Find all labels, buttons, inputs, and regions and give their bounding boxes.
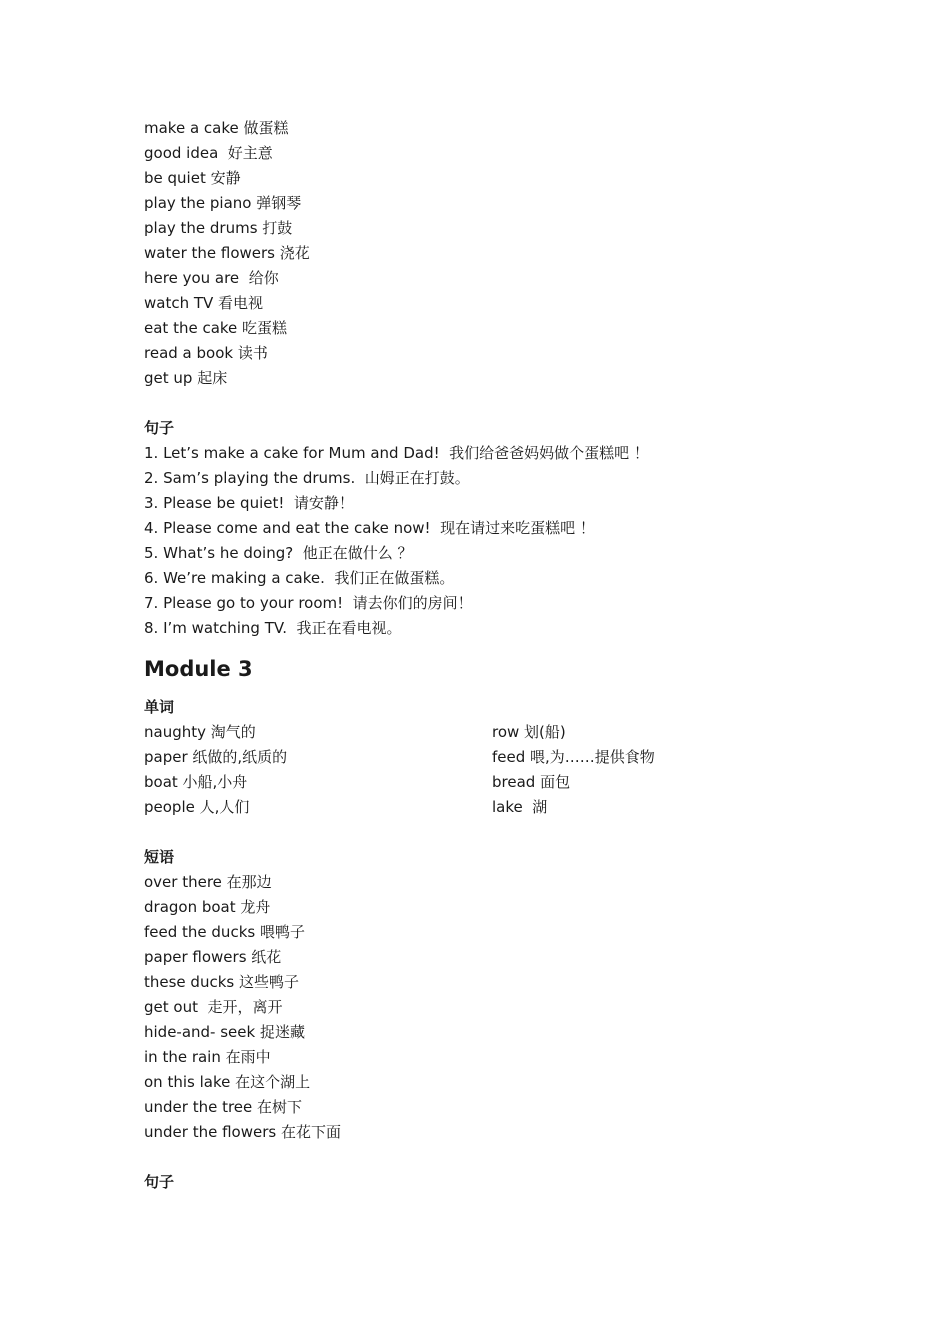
- sentence-item: 4. Please come and eat the cake now! 现在请过来吃蛋糕吧 ！: [144, 519, 595, 537]
- phrase-item: under the flowers 在花下面: [144, 1123, 341, 1141]
- sentences-heading: 句子: [144, 419, 175, 437]
- phrase-item: here you are 给你: [144, 269, 279, 287]
- phrase-item: get up 起床: [144, 369, 228, 387]
- spacer: [144, 1145, 844, 1170]
- word-item: naughty 淘气的: [144, 723, 256, 741]
- phrase-list-top: [144, 116, 844, 391]
- phrase-item: hide-and- seek 捉迷藏: [144, 1023, 305, 1041]
- document-page: [144, 116, 844, 1195]
- word-item: bread 面包: [492, 773, 571, 791]
- module-title: Module 3: [144, 657, 253, 681]
- word-item: lake 湖: [492, 798, 548, 816]
- phrase-item: good idea 好主意: [144, 144, 273, 162]
- module-sentences-heading: 句子: [144, 1173, 175, 1191]
- word-grid: [144, 720, 844, 820]
- sentence-item: 3. Please be quiet! 请安静！: [144, 494, 354, 512]
- phrase-item: get out 走开，离开: [144, 998, 283, 1016]
- word-column-left: [144, 720, 484, 820]
- sentence-item: 7. Please go to your room! 请去你们的房间！: [144, 594, 473, 612]
- sentence-item: 2. Sam’s playing the drums. 山姆正在打鼓。: [144, 469, 470, 487]
- phrase-item: make a cake 做蛋糕: [144, 119, 289, 137]
- phrase-item: read a book 读书: [144, 344, 268, 362]
- phrase-item: dragon boat 龙舟: [144, 898, 271, 916]
- phrase-item: play the drums 打鼓: [144, 219, 293, 237]
- phrase-item: watch TV 看电视: [144, 294, 264, 312]
- sentence-item: 1. Let’s make a cake for Mum and Dad! 我们给爸爸妈妈做个蛋糕吧 ！: [144, 444, 649, 462]
- phrase-item: feed the ducks 喂鸭子: [144, 923, 305, 941]
- spacer: [144, 391, 844, 416]
- word-column-right: [492, 720, 832, 820]
- words-heading: 单词: [144, 698, 175, 716]
- phrase-item: eat the cake 吃蛋糕: [144, 319, 288, 337]
- word-item: row 划(船): [492, 723, 566, 741]
- phrase-item: water the flowers 浇花: [144, 244, 310, 262]
- sentence-item: 5. What’s he doing? 他正在做什么 ？: [144, 544, 413, 562]
- phrase-list-module: [144, 870, 844, 1145]
- sentence-item: 6. We’re making a cake. 我们正在做蛋糕。: [144, 569, 455, 587]
- word-item: paper 纸做的,纸质的: [144, 748, 288, 766]
- sentence-item: 8. I’m watching TV. 我正在看电视。: [144, 619, 402, 637]
- word-item: boat 小船,小舟: [144, 773, 248, 791]
- phrase-item: on this lake 在这个湖上: [144, 1073, 311, 1091]
- phrase-item: play the piano 弹钢琴: [144, 194, 302, 212]
- phrase-item: over there 在那边: [144, 873, 272, 891]
- phrase-item: be quiet 安静: [144, 169, 241, 187]
- word-item: people 人,人们: [144, 798, 250, 816]
- sentence-list: [144, 441, 844, 641]
- phrases-heading: 短语: [144, 848, 175, 866]
- phrase-item: in the rain 在雨中: [144, 1048, 271, 1066]
- phrase-item: under the tree 在树下: [144, 1098, 303, 1116]
- spacer: [144, 820, 844, 845]
- word-item: feed 喂,为……提供食物: [492, 748, 655, 766]
- phrase-item: these ducks 这些鸭子: [144, 973, 299, 991]
- phrase-item: paper flowers 纸花: [144, 948, 282, 966]
